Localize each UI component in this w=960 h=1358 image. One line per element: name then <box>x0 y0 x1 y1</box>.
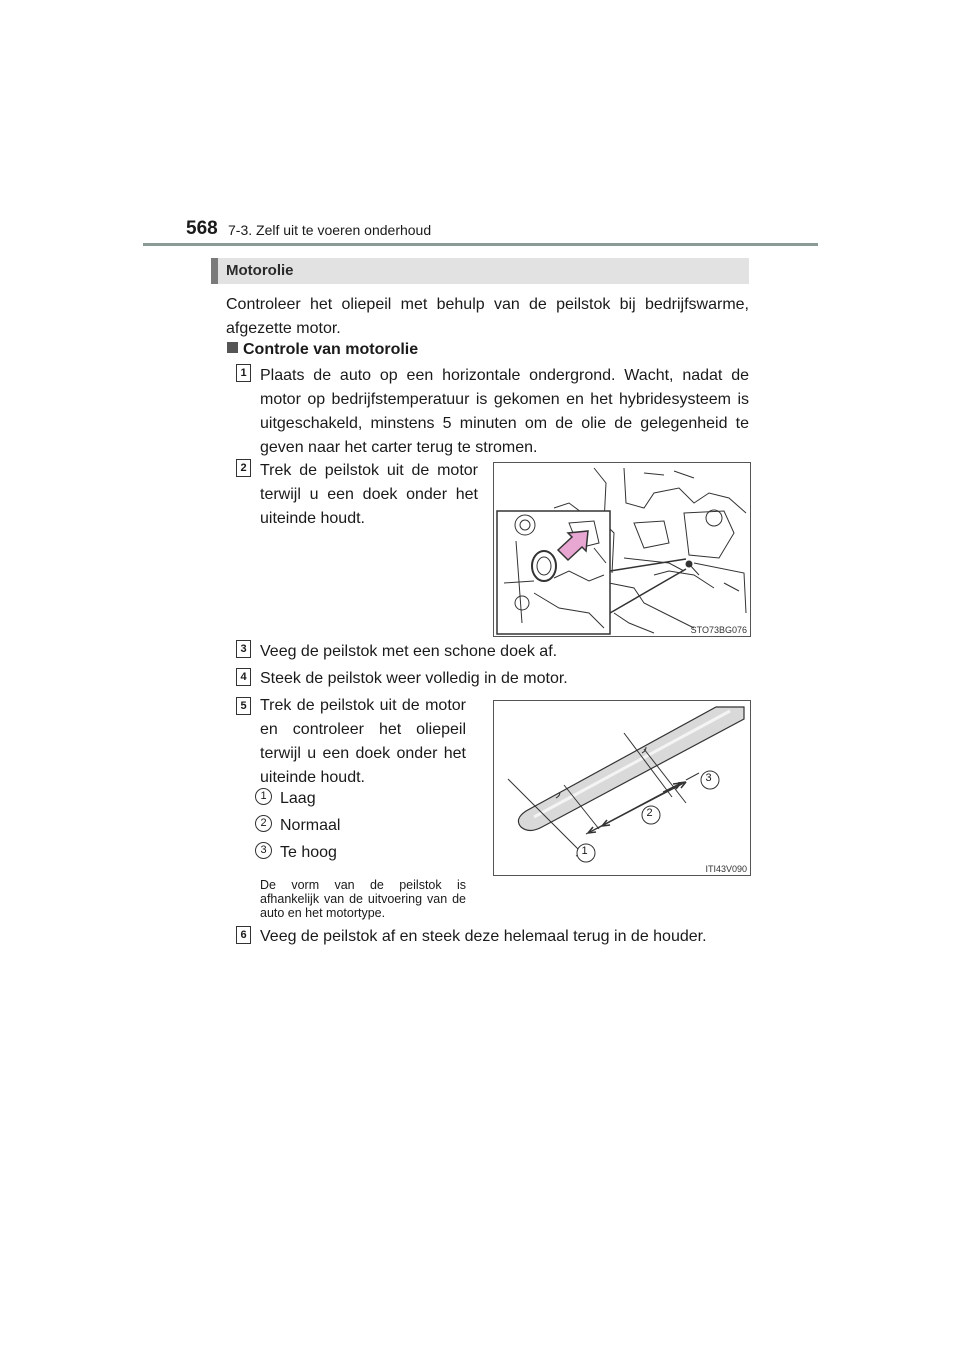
chapter-title: 7-3. Zelf uit te voeren onderhoud <box>228 222 432 238</box>
step-2-text: Trek de peilstok uit de motor terwijl u een doek onder het uiteinde houdt. <box>260 462 478 527</box>
dipstick-illustration <box>494 701 750 875</box>
legend-label-normal: Normaal <box>280 817 341 834</box>
subsection-title: Controle van motorolie <box>243 341 419 358</box>
legend-label-low: Laag <box>280 790 316 807</box>
section-heading <box>211 258 749 284</box>
legend-number-3: 3 <box>255 842 272 859</box>
step-1-text: Plaats de auto op een horizontale ondergrond. Wacht, nadat de motor op bedrijfstemperatuur is gekomen en het hybridesysteem is uitgeschakeld, minstens 5 minuten om de olie de gelegenheid te geven naar het carter terug te stromen. <box>260 367 749 456</box>
legend-number-1: 1 <box>255 788 272 805</box>
step-4-text: Steek de peilstok weer volledig in de motor. <box>260 670 568 687</box>
step-badge-2: 2 <box>236 459 251 477</box>
dipstick-callout-2: 2 <box>646 807 653 819</box>
step-3-text: Veeg de peilstok met een schone doek af. <box>260 643 558 660</box>
dipstick-figure <box>493 700 751 876</box>
step-badge-1: 1 <box>236 364 251 382</box>
subsection-heading <box>227 338 418 362</box>
dipstick-callout-3: 3 <box>705 772 712 784</box>
dipstick-figure-code: ITI43V090 <box>705 864 747 874</box>
step-badge-6: 6 <box>236 926 251 944</box>
section-title: Motorolie <box>226 262 294 279</box>
page-number: 568 <box>186 218 218 239</box>
engine-figure-code: STO73BG076 <box>690 625 747 635</box>
dipstick-note: De vorm van de peilstok is afhankelijk van de uitvoering van de auto en het motortype. <box>260 878 466 920</box>
legend-label-high: Te hoog <box>280 844 337 861</box>
section-accent <box>211 258 218 284</box>
step-6-text: Veeg de peilstok af en steek deze helemaal terug in de houder. <box>260 928 707 945</box>
legend-number-2: 2 <box>255 815 272 832</box>
square-bullet-icon <box>227 342 238 353</box>
header-rule <box>143 243 818 246</box>
engine-illustration <box>494 463 750 636</box>
engine-figure <box>493 462 751 637</box>
section-intro: Controleer het oliepeil met behulp van de peilstok bij bedrijfswarme, afgezette motor. <box>226 296 749 337</box>
dipstick-callout-1: 1 <box>581 845 588 857</box>
step-badge-5: 5 <box>236 697 251 715</box>
step-badge-3: 3 <box>236 640 251 658</box>
step-badge-4: 4 <box>236 668 251 686</box>
step-5-text: Trek de peilstok uit de motor en controleer het oliepeil terwijl u een doek onder het uiteinde houdt. <box>260 697 466 786</box>
